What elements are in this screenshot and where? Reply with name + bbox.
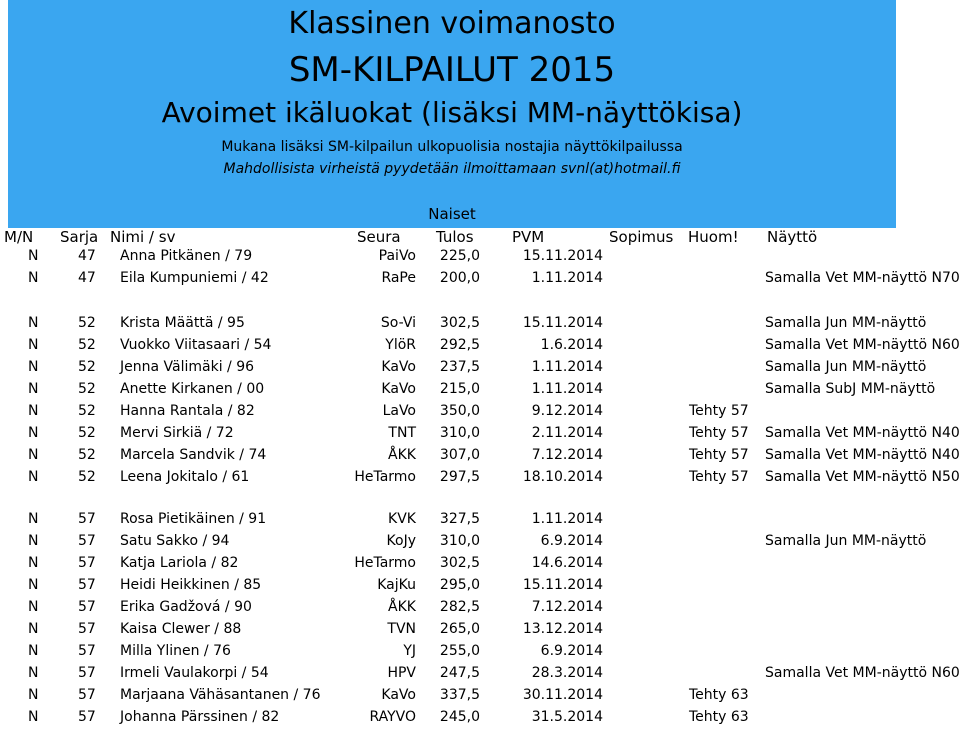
table-row: [0, 248, 960, 268]
cell-mn: N: [28, 403, 39, 419]
col-seura: Seura: [357, 228, 401, 246]
cell-nimi: Katja Lariola / 82: [120, 555, 239, 571]
cell-sarja: 57: [78, 709, 96, 725]
cell-huom: Tehty 57: [689, 469, 749, 485]
cell-seura: PaiVo: [378, 248, 416, 264]
col-mn: M/N: [4, 228, 34, 246]
cell-seura: RaPe: [381, 270, 416, 286]
cell-pvm: 15.11.2014: [522, 577, 603, 593]
table-row: [0, 337, 960, 357]
section-heading: Naiset: [428, 205, 476, 223]
cell-mn: N: [28, 533, 39, 549]
cell-nimi: Johanna Pärssinen / 82: [120, 709, 280, 725]
table-row: [0, 533, 960, 553]
cell-mn: N: [28, 447, 39, 463]
cell-tulos: 237,5: [439, 359, 480, 375]
cell-nimi: Milla Ylinen / 76: [120, 643, 231, 659]
cell-sarja: 57: [78, 511, 96, 527]
cell-sarja: 52: [78, 381, 96, 397]
cell-naytto: Samalla Vet MM-näyttö N40: [765, 425, 960, 441]
cell-nimi: Leena Jokitalo / 61: [120, 469, 250, 485]
cell-mn: N: [28, 709, 39, 725]
cell-nimi: Anna Pitkänen / 79: [120, 248, 253, 264]
cell-tulos: 302,5: [439, 315, 480, 331]
cell-naytto: Samalla Vet MM-näyttö N40: [765, 447, 960, 463]
table-row: [0, 599, 960, 619]
cell-naytto: Samalla Jun MM-näyttö: [765, 533, 927, 549]
cell-tulos: 310,0: [439, 533, 480, 549]
col-huom: Huom!: [688, 228, 739, 246]
cell-seura: KaVo: [381, 687, 416, 703]
col-sarja: Sarja: [60, 228, 99, 246]
table-row: [0, 403, 960, 423]
cell-nimi: Krista Määttä / 95: [120, 315, 245, 331]
cell-pvm: 15.11.2014: [522, 315, 603, 331]
cell-pvm: 13.12.2014: [522, 621, 603, 637]
cell-seura: HPV: [387, 665, 416, 681]
cell-pvm: 7.12.2014: [531, 447, 603, 463]
table-row: [0, 687, 960, 707]
cell-nimi: Heidi Heikkinen / 85: [120, 577, 262, 593]
cell-tulos: 245,0: [439, 709, 480, 725]
cell-nimi: Eila Kumpuniemi / 42: [120, 270, 269, 286]
cell-pvm: 6.9.2014: [540, 533, 603, 549]
cell-pvm: 1.11.2014: [531, 270, 603, 286]
cell-nimi: Irmeli Vaulakorpi / 54: [120, 665, 269, 681]
table-row: [0, 315, 960, 335]
cell-mn: N: [28, 577, 39, 593]
cell-sarja: 52: [78, 315, 96, 331]
cell-sarja: 47: [78, 270, 96, 286]
cell-mn: N: [28, 359, 39, 375]
col-tulos: Tulos: [436, 228, 474, 246]
cell-pvm: 14.6.2014: [531, 555, 603, 571]
cell-sarja: 57: [78, 687, 96, 703]
cell-nimi: Hanna Rantala / 82: [120, 403, 255, 419]
column-header-row: [0, 228, 960, 248]
cell-sarja: 57: [78, 621, 96, 637]
cell-naytto: Samalla Jun MM-näyttö: [765, 315, 927, 331]
table-row: [0, 381, 960, 401]
cell-mn: N: [28, 425, 39, 441]
cell-sarja: 57: [78, 533, 96, 549]
cell-tulos: 200,0: [439, 270, 480, 286]
cell-mn: N: [28, 511, 39, 527]
cell-mn: N: [28, 337, 39, 353]
table-row: [0, 425, 960, 445]
cell-naytto: Samalla Vet MM-näyttö N50: [765, 469, 960, 485]
title-line-3: Avoimet ikäluokat (lisäksi MM-näyttökisa): [161, 96, 743, 129]
contact-note: Mahdollisista virheistä pyydetään ilmoittamaan svnl(at)hotmail.fi: [223, 161, 681, 177]
cell-tulos: 310,0: [439, 425, 480, 441]
cell-pvm: 18.10.2014: [522, 469, 603, 485]
cell-seura: YJ: [403, 643, 416, 659]
cell-pvm: 2.11.2014: [531, 425, 603, 441]
cell-sarja: 52: [78, 403, 96, 419]
cell-pvm: 7.12.2014: [531, 599, 603, 615]
cell-pvm: 6.9.2014: [540, 643, 603, 659]
cell-pvm: 30.11.2014: [522, 687, 603, 703]
cell-tulos: 337,5: [439, 687, 480, 703]
cell-seura: So-Vi: [380, 315, 416, 331]
cell-huom: Tehty 57: [689, 425, 749, 441]
cell-seura: RAYVO: [369, 709, 416, 725]
cell-nimi: Marcela Sandvik / 74: [120, 447, 267, 463]
cell-tulos: 302,5: [439, 555, 480, 571]
cell-tulos: 350,0: [439, 403, 480, 419]
cell-huom: Tehty 63: [689, 709, 749, 725]
cell-pvm: 15.11.2014: [522, 248, 603, 264]
cell-seura: ÅKK: [388, 447, 416, 463]
cell-seura: KVK: [388, 511, 416, 527]
cell-tulos: 255,0: [439, 643, 480, 659]
cell-sarja: 57: [78, 555, 96, 571]
cell-naytto: Samalla Jun MM-näyttö: [765, 359, 927, 375]
cell-huom: Tehty 57: [689, 403, 749, 419]
cell-naytto: Samalla Vet MM-näyttö N60: [765, 337, 960, 353]
table-row: [0, 643, 960, 663]
cell-nimi: Mervi Sirkiä / 72: [120, 425, 234, 441]
cell-tulos: 295,0: [439, 577, 480, 593]
table-row: [0, 511, 960, 531]
cell-mn: N: [28, 381, 39, 397]
cell-sarja: 57: [78, 577, 96, 593]
cell-sarja: 52: [78, 469, 96, 485]
table-row: [0, 621, 960, 641]
cell-seura: HeTarmo: [354, 555, 416, 571]
table-row: [0, 447, 960, 467]
cell-seura: LaVo: [382, 403, 416, 419]
cell-pvm: 1.11.2014: [531, 511, 603, 527]
col-nimi: Nimi / sv: [110, 228, 176, 246]
cell-sarja: 52: [78, 447, 96, 463]
table-row: [0, 665, 960, 685]
cell-sarja: 57: [78, 599, 96, 615]
table-row: [0, 577, 960, 597]
cell-sarja: 52: [78, 425, 96, 441]
cell-huom: Tehty 63: [689, 687, 749, 703]
cell-mn: N: [28, 621, 39, 637]
cell-tulos: 265,0: [439, 621, 480, 637]
cell-sarja: 47: [78, 248, 96, 264]
cell-sarja: 52: [78, 359, 96, 375]
cell-nimi: Vuokko Viitasaari / 54: [120, 337, 272, 353]
title-banner: [8, 0, 896, 228]
cell-nimi: Jenna Välimäki / 96: [120, 359, 255, 375]
cell-nimi: Erika Gadžová / 90: [120, 599, 252, 615]
cell-nimi: Satu Sakko / 94: [120, 533, 230, 549]
cell-mn: N: [28, 687, 39, 703]
cell-nimi: Marjaana Vähäsantanen / 76: [120, 687, 321, 703]
cell-mn: N: [28, 315, 39, 331]
info-note: Mukana lisäksi SM-kilpailun ulkopuolisia nostajia näyttökilpailussa: [221, 139, 683, 155]
table-row: [0, 469, 960, 489]
title-line-1: Klassinen voimanosto: [288, 6, 616, 41]
cell-seura: KoJy: [386, 533, 416, 549]
cell-seura: TVN: [387, 621, 416, 637]
col-pvm: PVM: [512, 228, 545, 246]
cell-seura: TNT: [388, 425, 416, 441]
cell-mn: N: [28, 555, 39, 571]
cell-mn: N: [28, 599, 39, 615]
cell-nimi: Kaisa Clewer / 88: [120, 621, 242, 637]
title-line-2: SM-KILPAILUT 2015: [288, 50, 616, 90]
cell-seura: YlöR: [385, 337, 416, 353]
cell-naytto: Samalla SubJ MM-näyttö: [765, 381, 936, 397]
cell-naytto: Samalla Vet MM-näyttö N70: [765, 270, 960, 286]
cell-tulos: 327,5: [439, 511, 480, 527]
cell-tulos: 282,5: [439, 599, 480, 615]
cell-seura: KajKu: [377, 577, 416, 593]
cell-tulos: 225,0: [439, 248, 480, 264]
cell-mn: N: [28, 248, 39, 264]
cell-pvm: 28.3.2014: [531, 665, 603, 681]
cell-seura: ÅKK: [388, 599, 416, 615]
cell-mn: N: [28, 469, 39, 485]
cell-sarja: 57: [78, 643, 96, 659]
table-row: [0, 709, 960, 729]
table-row: [0, 270, 960, 290]
cell-pvm: 9.12.2014: [531, 403, 603, 419]
cell-mn: N: [28, 270, 39, 286]
cell-tulos: 247,5: [439, 665, 480, 681]
cell-tulos: 297,5: [439, 469, 480, 485]
cell-tulos: 215,0: [439, 381, 480, 397]
cell-seura: KaVo: [381, 381, 416, 397]
cell-tulos: 292,5: [439, 337, 480, 353]
cell-sarja: 52: [78, 337, 96, 353]
cell-pvm: 1.6.2014: [540, 337, 603, 353]
table-row: [0, 359, 960, 379]
cell-mn: N: [28, 643, 39, 659]
cell-pvm: 1.11.2014: [531, 381, 603, 397]
col-naytto: Näyttö: [767, 228, 818, 246]
cell-seura: KaVo: [381, 359, 416, 375]
cell-huom: Tehty 57: [689, 447, 749, 463]
cell-pvm: 31.5.2014: [531, 709, 603, 725]
table-row: [0, 555, 960, 575]
cell-sarja: 57: [78, 665, 96, 681]
cell-naytto: Samalla Vet MM-näyttö N60: [765, 665, 960, 681]
cell-nimi: Anette Kirkanen / 00: [120, 381, 265, 397]
cell-nimi: Rosa Pietikäinen / 91: [120, 511, 267, 527]
cell-pvm: 1.11.2014: [531, 359, 603, 375]
col-sopimus: Sopimus: [609, 228, 674, 246]
cell-seura: HeTarmo: [354, 469, 416, 485]
cell-tulos: 307,0: [439, 447, 480, 463]
cell-mn: N: [28, 665, 39, 681]
